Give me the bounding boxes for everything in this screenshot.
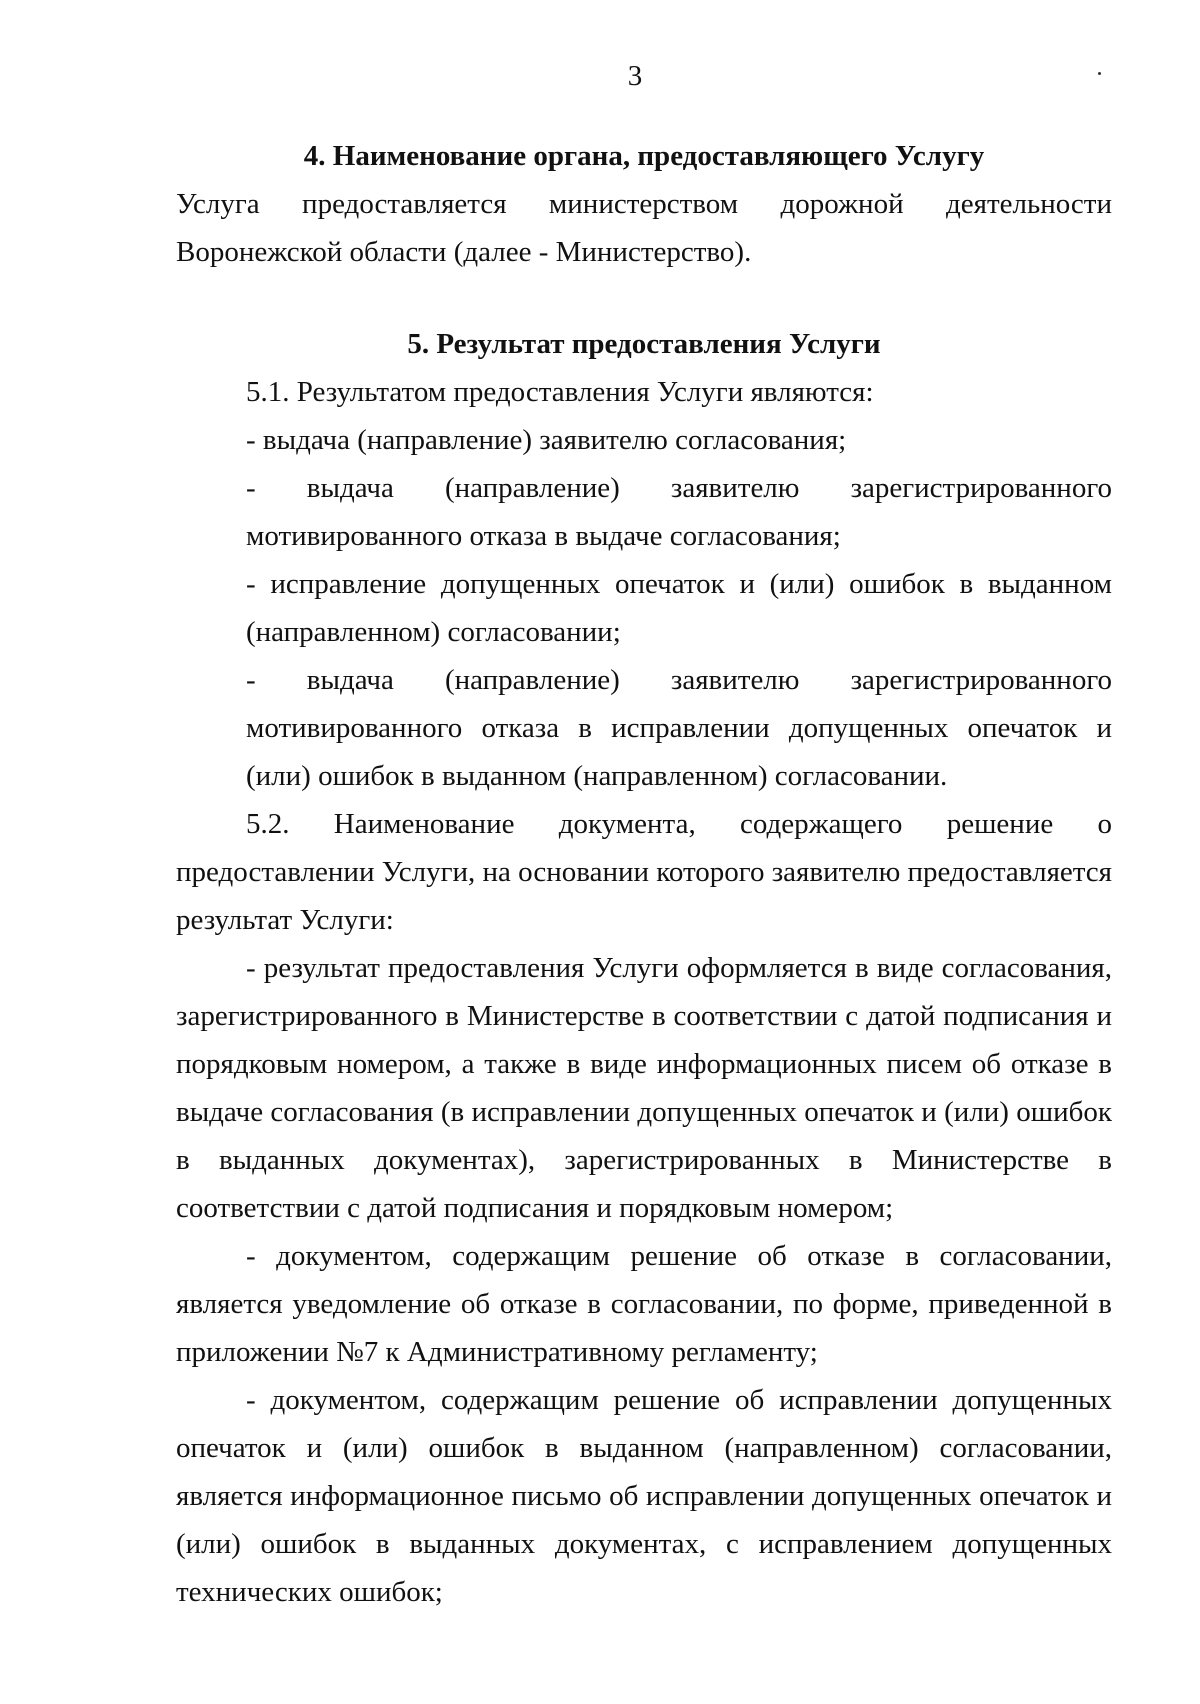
page-number: 3 [627, 60, 643, 92]
section-4-paragraph: Услуга предоставляется министерством дорожной деятельности Воронежской области (далее - Министерство). [176, 188, 1112, 268]
section-5-1-item: - исправление допущенных опечаток и (или) ошибок в выданном (направленном) согласовании; [246, 568, 1112, 648]
document-body [176, 132, 1112, 1616]
section-4-heading: 4. Наименование органа, предоставляющего Услугу [303, 140, 985, 172]
section-5-2-intro: 5.2. Наименование документа, содержащего решение о предоставлении Услуги, на основании которого заявителю предоставляется результат Услуги: [176, 808, 1113, 936]
section-5-heading: 5. Результат предоставления Услуги [407, 328, 881, 360]
section-5-1-intro: 5.1. Результатом предоставления Услуги являются: [246, 376, 874, 408]
section-spacer [176, 276, 1112, 320]
section-5-2-item: - результат предоставления Услуги оформляется в виде согласования, зарегистрированного в Министерстве в соответствии с датой подписания и порядковым номером, а также в виде информационных писем об отказе в выдаче согласования (в исправлении допущенных опечаток и (или) ошибок в выданных документах), зарегистрированных в Министерстве в соответствии с датой подписания и порядковым номером; [176, 952, 1112, 1224]
scan-speck [1098, 72, 1101, 75]
section-5-1-item: - выдача (направление) заявителю зарегистрированного мотивированного отказа в выдаче согласования; [246, 472, 1112, 552]
section-5-1-item: - выдача (направление) заявителю согласования; [246, 424, 847, 456]
section-5-2-item: - документом, содержащим решение об отказе в согласовании, является уведомление об отказе в согласовании, по форме, приведенной в приложении №7 к Административному регламенту; [176, 1240, 1112, 1368]
section-5-1-block [176, 368, 1112, 800]
section-5-1-item: - выдача (направление) заявителю зарегистрированного мотивированного отказа в исправлении допущенных опечаток и (или) ошибок в выданном (направленном) согласовании. [246, 664, 1112, 792]
section-5-2-item: - документом, содержащим решение об исправлении допущенных опечаток и (или) ошибок в выданном (направленном) согласовании, является информационное письмо об исправлении допущенных опечаток и (или) ошибок в выданных документах, с исправлением допущенных технических ошибок; [176, 1384, 1112, 1608]
